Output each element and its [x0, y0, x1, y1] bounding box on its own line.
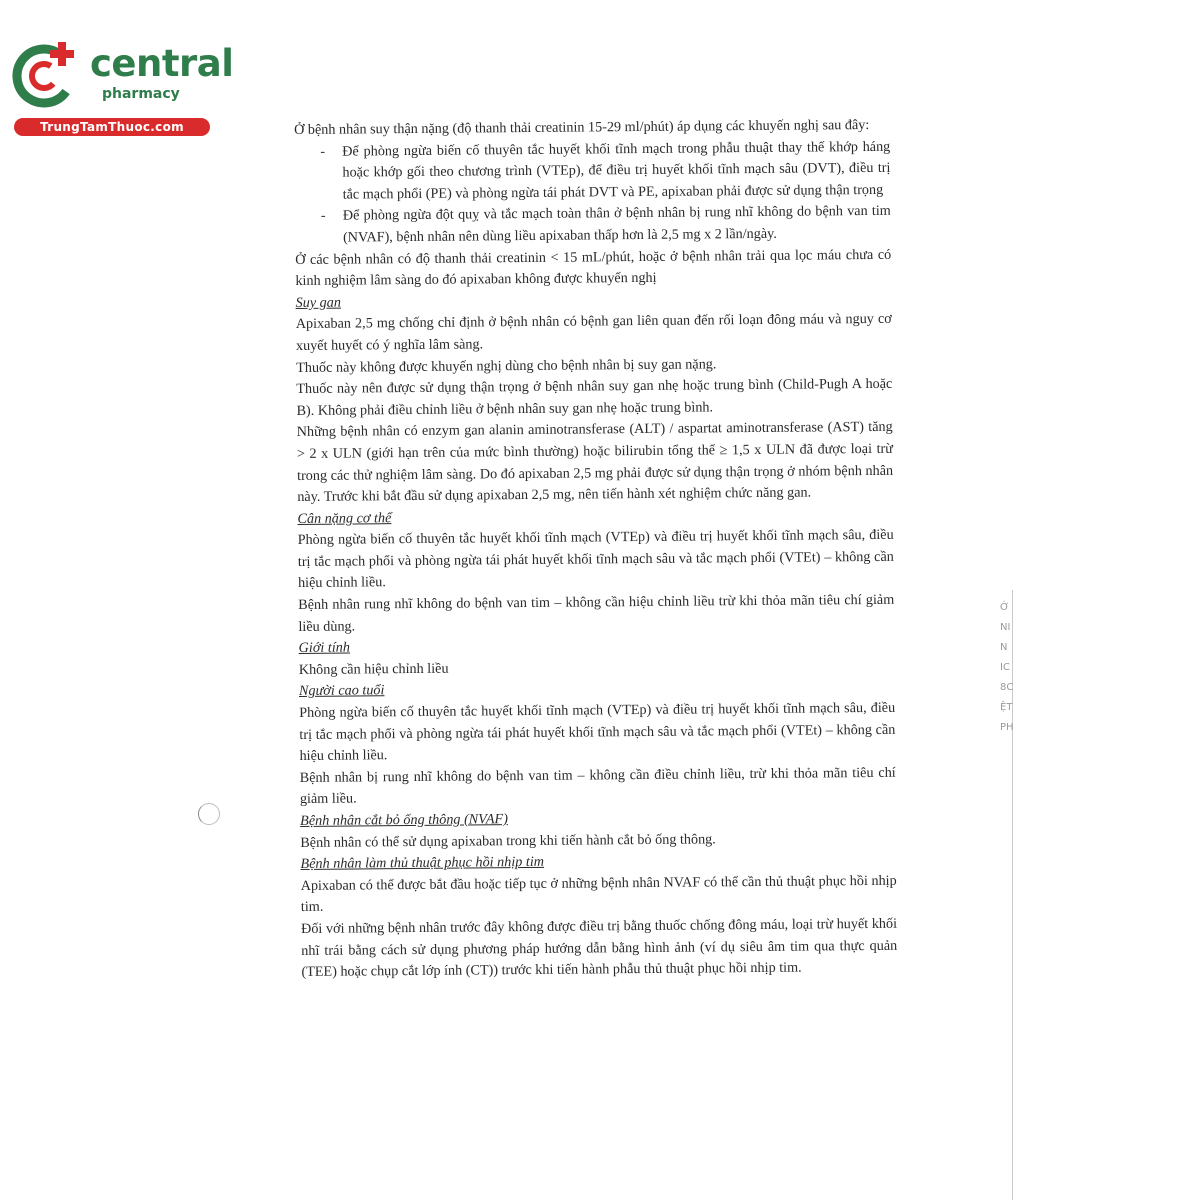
- section-heading: Suy gan: [295, 294, 341, 311]
- logo-sub-text: pharmacy: [102, 86, 180, 102]
- section-heading: Cân nặng cơ thể: [297, 509, 392, 527]
- list-item: - Để phòng ngừa biến cố thuyên tắc huyết khối tĩnh mạch trong phẫu thuật thay thế khớp háng hoặc khớp gối theo chương trình (VTEp), để điều trị huyết khối tĩnh mạch sâu (DVT), điều trị tắc mạch phổi (PE) và phòng ngừa tái phát DVT và PE, apixaban phải được sử dụng thận trọng: [342, 136, 891, 206]
- edge-text-fragments: [1000, 598, 1014, 738]
- paragraph: Ở bệnh nhân suy thận nặng (độ thanh thải creatinin 15-29 ml/phút) áp dụng các khuyến nghị sau đây:: [294, 116, 870, 138]
- paragraph: Bệnh nhân bị rung nhĩ không do bệnh van tim – không cần điều chỉnh liều, trừ khi thỏa mãn tiêu chí giảm liều.: [299, 764, 896, 808]
- paragraph: Apixaban có thể được bắt đầu hoặc tiếp tục ở những bệnh nhân NVAF có thể cần thủ thuật phục hồi nhịp tim.: [300, 872, 897, 916]
- paragraph: Apixaban 2,5 mg chống chỉ định ở bệnh nhân có bệnh gan liên quan đến rối loạn đông máu và nguy cơ xuyết huyết có ý nghĩa lâm sàng.: [295, 311, 892, 354]
- logo-brand-text: central: [90, 42, 234, 85]
- document-page: [294, 115, 898, 984]
- paragraph: Bệnh nhân rung nhĩ không do bệnh van tim – không cần hiệu chỉnh liều trừ khi thỏa mãn tiêu chí giảm liều dùng.: [298, 591, 895, 635]
- logo-site-badge: TrungTamThuoc.com: [14, 118, 210, 136]
- paragraph: Những bệnh nhân có enzym gan alanin aminotransferase (ALT) / aspartat aminotransferase (AST) tăng > 2 x ULN (giới hạn trên của mức bình thường) hoặc bilirubin tổng thể ≥ 1,5 x ULN đã được loại trừ trong các thử nghiệm lâm sàng. Do đó apixaban 2,5 mg phải được sử dụng thận trọng ở nhóm bệnh nhân này. Trước khi bắt đầu sử dụng apixaban 2,5 mg, nên tiến hành xét nghiệm chức năng gan.: [296, 419, 894, 506]
- edge-fragment: NI: [1000, 622, 1011, 633]
- paragraph: Phòng ngừa biến cố thuyên tắc huyết khối tĩnh mạch (VTEp) và điều trị huyết khối tĩnh mạch sâu, điều trị tắc mạch phổi và phòng ngừa tái phát huyết khối tĩnh mạch sâu và tắc mạch phổi (VTEt) – không cần hiệu chỉnh liều.: [297, 527, 894, 592]
- edge-fragment: 8C: [1000, 682, 1014, 693]
- list-item: - Để phòng ngừa đột quỵ và tắc mạch toàn thân ở bệnh nhân bị rung nhĩ không do bệnh van tim (NVAF), bệnh nhân nên dùng liều apixaban thấp hơn là 2,5 mg x 2 lần/ngày.: [343, 201, 891, 249]
- section-heading: Giới tính: [298, 639, 351, 657]
- section-heading: Bệnh nhân cắt bỏ ống thông (NVAF): [300, 811, 508, 829]
- edge-fragment: N: [1000, 642, 1008, 653]
- edge-fragment: IC: [1000, 662, 1010, 673]
- paragraph: Ở các bệnh nhân có độ thanh thải creatinin < 15 mL/phút, hoặc ở bệnh nhân trải qua lọc máu chưa có kinh nghiệm lâm sàng do đó apixaban không được khuyến nghị: [295, 246, 892, 290]
- edge-fragment: PH: [1000, 722, 1014, 733]
- paragraph: Đối với những bệnh nhân trước đây không được điều trị bằng thuốc chống đông máu, loại trừ huyết khối nhĩ trái bằng cách sử dụng phương pháp hướng dẫn bằng hình ảnh (ví dụ siêu âm tim qua thực quản (TEE) hoặc chụp cắt lớp ính (CT)) trước khi tiến hành phẫu thủ thuật phục hồi nhịp tim.: [300, 915, 898, 981]
- logo-mark-icon: [10, 38, 82, 110]
- paragraph: Phòng ngừa biến cố thuyên tắc huyết khối tĩnh mạch (VTEp) và điều trị huyết khối tĩnh mạch sâu, điều trị tắc mạch phổi và phòng ngừa tái phát huyết khối tĩnh mạch sâu và tắc mạch phổi (VTEt) – không cần hiệu chỉnh liều.: [299, 699, 896, 765]
- paragraph: Bệnh nhân có thể sử dụng apixaban trong khi tiến hành cắt bỏ ống thông.: [300, 830, 716, 851]
- section-heading: Người cao tuổi: [298, 682, 385, 700]
- edge-fragment: Ớ: [1000, 602, 1010, 613]
- paragraph: Thuốc này nên được sử dụng thận trọng ở bệnh nhân suy gan nhẹ hoặc trung bình (Child-Pugh A hoặc B). Không phải điều chỉnh liều ở bệnh nhân suy gan nhẹ hoặc trung bình.: [296, 375, 893, 419]
- paragraph: Không cần hiệu chỉnh liều: [298, 660, 449, 678]
- bullet-list: [294, 136, 891, 249]
- punch-hole-mark: [198, 803, 220, 825]
- section-heading: Bệnh nhân làm thủ thuật phục hồi nhịp tim: [300, 854, 545, 873]
- edge-fragment: ỆT: [1000, 702, 1013, 713]
- central-pharmacy-logo: [10, 38, 234, 138]
- paragraph: Thuốc này không được khuyến nghị dùng cho bệnh nhân bị suy gan nặng.: [296, 355, 717, 376]
